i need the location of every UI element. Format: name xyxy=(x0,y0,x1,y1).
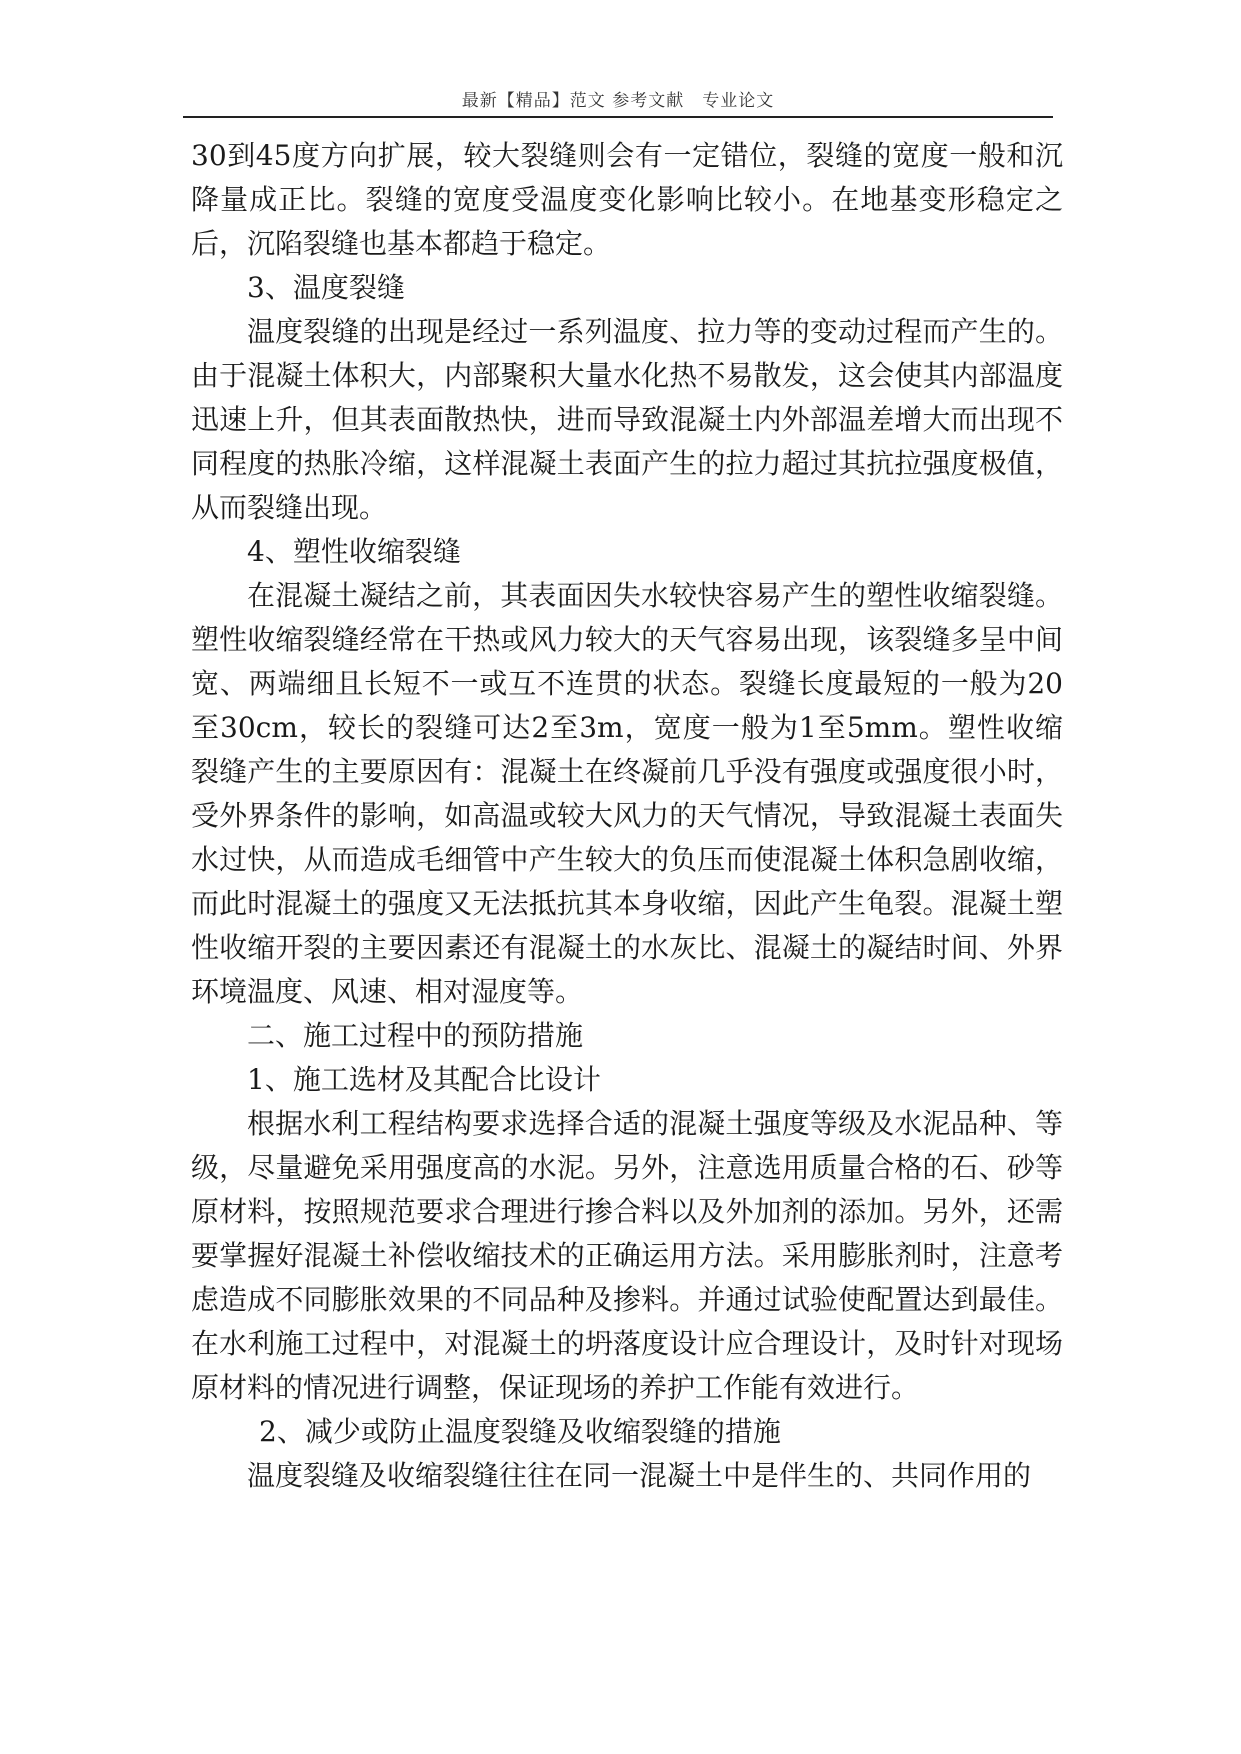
heading-prevention-measures: 二、施工过程中的预防措施 xyxy=(247,1019,584,1052)
header-rule xyxy=(183,116,1053,118)
page-header: 最新【精品】范文 参考文献 专业论文 xyxy=(461,91,775,111)
paragraph-settlement-crack-continued: 30到45度方向扩展，较大裂缝则会有一定错位，裂缝的宽度一般和沉降量成正比。裂缝的宽度受温度变化影响比较小。在地基变形稳定之后，沉陷裂缝也基本都趋于稳定。 xyxy=(191,139,1063,260)
paragraph-crack-reduction-measures: 温度裂缝及收缩裂缝往往在同一混凝土中是伴生的、共同作用的 xyxy=(247,1459,1032,1492)
paragraph-plastic-shrinkage-crack: 在混凝土凝结之前，其表面因失水较快容易产生的塑性收缩裂缝。塑性收缩裂缝经常在干热或风力较大的天气容易出现，该裂缝多呈中间宽、两端细且长短不一或互不连贯的状态。裂缝长度最短的一般为20至30cm，较长的裂缝可达2至3m，宽度一般为1至5mm。塑性收缩裂缝产生的主要原因有：混凝土在终凝前几乎没有强度或强度很小时，受外界条件的影响，如高温或较大风力的天气情况，导致混凝土表面失水过快，从而造成毛细管中产生较大的负压而使混凝土体积急剧收缩，而此时混凝土的强度又无法抵抗其本身收缩，因此产生龟裂。混凝土塑性收缩开裂的主要因素还有混凝土的水灰比、混凝土的凝结时间、外界环境温度、风速、相对湿度等。 xyxy=(191,579,1063,1008)
heading-material-selection: 1、施工选材及其配合比设计 xyxy=(247,1063,601,1096)
paragraph-temperature-crack: 温度裂缝的出现是经过一系列温度、拉力等的变动过程而产生的。由于混凝土体积大，内部聚积大量水化热不易散发，这会使其内部温度迅速上升，但其表面散热快，进而导致混凝土内外部温差增大而出现不同程度的热胀冷缩，这样混凝土表面产生的拉力超过其抗拉强度极值，从而裂缝出现。 xyxy=(191,315,1063,524)
heading-plastic-shrinkage-crack: 4、塑性收缩裂缝 xyxy=(247,535,461,568)
paragraph-material-selection: 根据水利工程结构要求选择合适的混凝土强度等级及水泥品种、等级，尽量避免采用强度高的水泥。另外，注意选用质量合格的石、砂等原材料，按照规范要求合理进行掺合料以及外加剂的添加。另外，还需要掌握好混凝土补偿收缩技术的正确运用方法。采用膨胀剂时，注意考虑造成不同膨胀效果的不同品种及掺料。并通过试验使配置达到最佳。在水利施工过程中，对混凝土的坍落度设计应合理设计，及时针对现场原材料的情况进行调整，保证现场的养护工作能有效进行。 xyxy=(191,1107,1063,1404)
document-body xyxy=(191,134,1063,1498)
heading-temperature-crack: 3、温度裂缝 xyxy=(247,271,405,304)
heading-crack-reduction-measures: 2、减少或防止温度裂缝及收缩裂缝的措施 xyxy=(259,1415,781,1448)
